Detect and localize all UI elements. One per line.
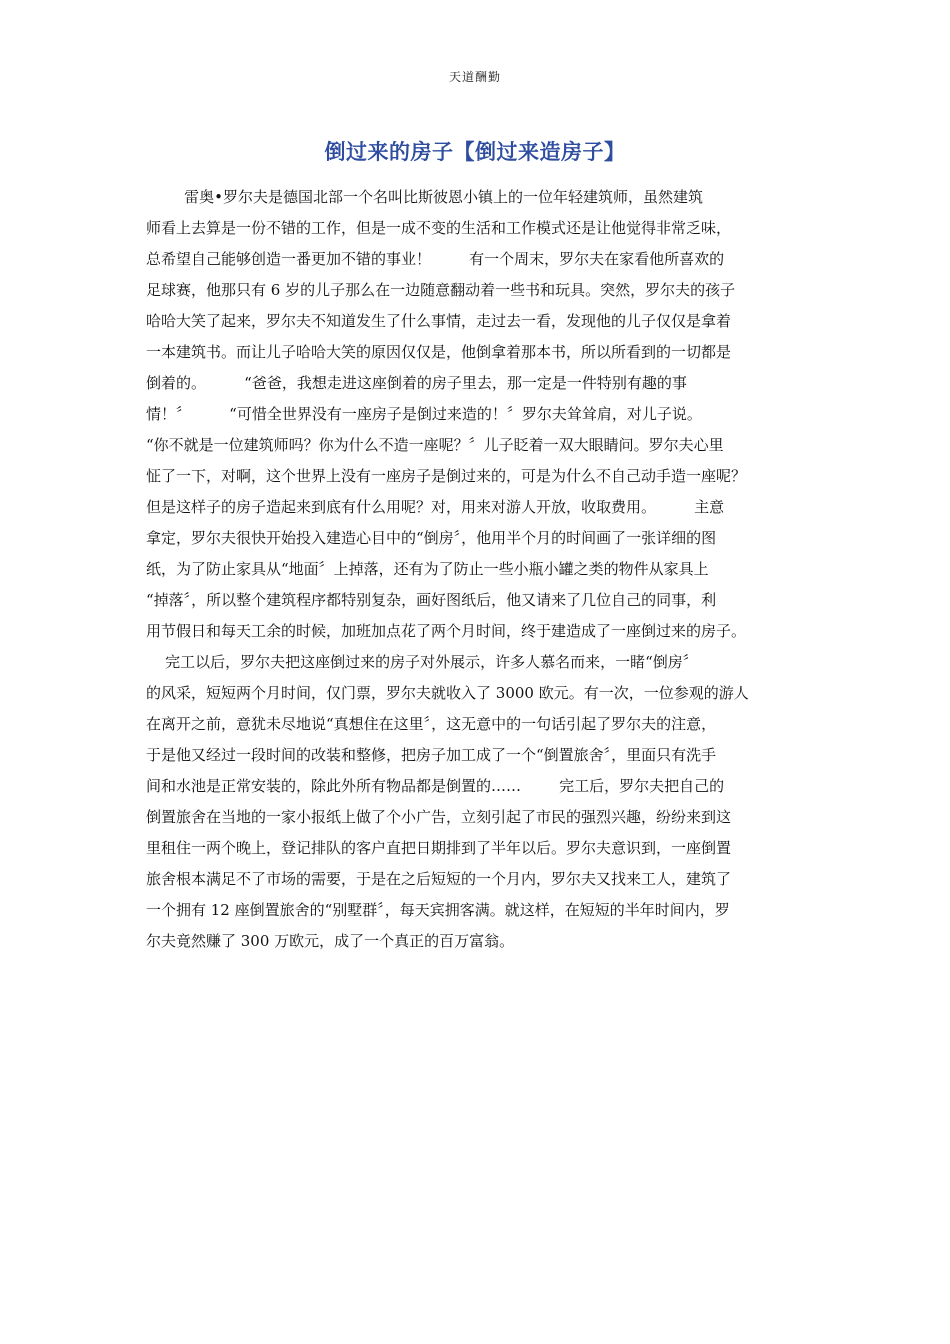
body-line: “掉落〞，所以整个建筑程序都特别复杂，画好图纸后，他又请来了几位自己的同事，利 [146,591,717,609]
page-header: 天道酬勤 [448,70,501,84]
document-body [146,182,808,957]
body-line: “你不就是一位建筑师吗？你为什么不造一座呢？〞儿子眨着一双大眼睛问。罗尔夫心里 [146,436,724,454]
body-line: 的风采，短短两个月时间，仅门票，罗尔夫就收入了 3000 欧元。有一次，一位参观的游人 [146,684,749,702]
body-line: 在离开之前，意犹未尽地说“真想住在这里〞，这无意中的一句话引起了罗尔夫的注意， [146,715,717,733]
body-line: 纸，为了防止家具从“地面〞上掉落，还有为了防止一些小瓶小罐之类的物件从家具上 [146,560,709,578]
body-line: 怔了一下，对啊，这个世界上没有一座房子是倒过来的，可是为什么不自己动手造一座呢？ [146,467,747,485]
body-line: 一个拥有 12 座倒置旅舍的“别墅群〞，每天宾拥客满。就这样，在短短的半年时间内，罗 [146,901,730,919]
body-line: 旅舍根本满足不了市场的需要，于是在之后短短的一个月内，罗尔夫又找来工人，建筑了 [146,870,732,888]
body-line: 倒置旅舍在当地的一家小报纸上做了个小广告，立刻引起了市民的强烈兴趣，纷纷来到这 [146,808,732,826]
body-line: 用节假日和每天工余的时候，加班加点花了两个月时间，终于建造成了一座倒过来的房子。 [146,622,747,640]
body-line: 总希望自己能够创造一番更加不错的事业！ 有一个周末，罗尔夫在家看他所喜欢的 [146,250,725,268]
body-line: 尔夫竟然赚了 300 万欧元，成了一个真正的百万富翁。 [146,932,515,950]
body-line: 情！〞 “可惜全世界没有一座房子是倒过来造的！〞罗尔夫耸耸肩，对儿子说。 [146,405,702,423]
body-line: 哈哈大笑了起来，罗尔夫不知道发生了什么事情，走过去一看，发现他的儿子仅仅是拿着 [146,312,732,330]
document-title: 倒过来的房子【倒过来造房子】 [324,140,626,164]
body-line: 但是这样子的房子造起来到底有什么用呢？对，用来对游人开放，收取费用。 主意 [146,498,725,516]
body-line: 于是他又经过一段时间的改装和整修，把房子加工成了一个“倒置旅舍〞，里面只有洗手 [146,746,717,764]
body-line: 倒着的。 “爸爸，我想走进这座倒着的房子里去，那一定是一件特别有趣的事 [146,374,687,392]
body-line: 间和水池是正常安装的，除此外所有物品都是倒置的…… 完工后，罗尔夫把自己的 [146,777,725,795]
body-line: 完工以后，罗尔夫把这座倒过来的房子对外展示，许多人慕名而来，一睹“倒房〞 [146,653,698,671]
body-line: 一本建筑书。而让儿子哈哈大笑的原因仅仅是，他倒拿着那本书，所以所看到的一切都是 [146,343,732,361]
body-line: 师看上去算是一份不错的工作，但是一成不变的生活和工作模式还是让他觉得非常乏味， [146,219,732,237]
body-line: 拿定，罗尔夫很快开始投入建造心目中的“倒房〞，他用半个月的时间画了一张详细的图 [146,529,717,547]
body-line: 雷奥•罗尔夫是德国北部一个名叫比斯彼恩小镇上的一位年轻建筑师，虽然建筑 [146,188,703,206]
body-line: 里租住一两个晚上，登记排队的客户直把日期排到了半年以后。罗尔夫意识到，一座倒置 [146,839,732,857]
body-line: 足球赛，他那只有 6 岁的儿子那么在一边随意翻动着一些书和玩具。突然，罗尔夫的孩子 [146,281,736,299]
